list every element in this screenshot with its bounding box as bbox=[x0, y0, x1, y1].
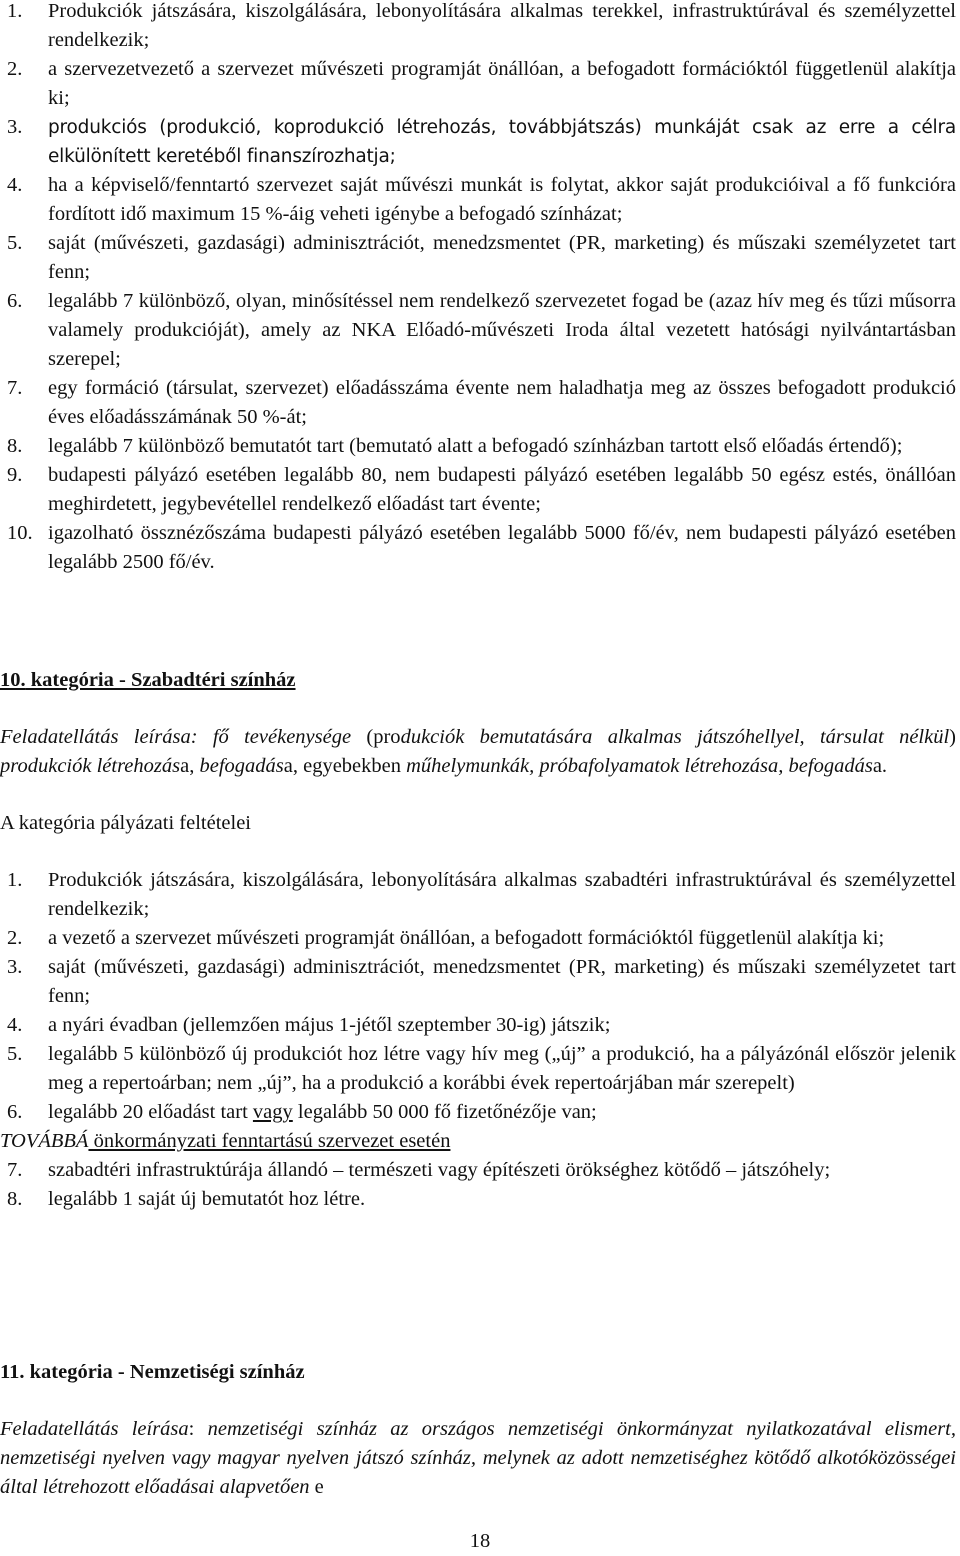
category-10-description bbox=[0, 723, 956, 781]
item-text: produkciós (produkció, koprodukció létrehozás, továbbjátszás) munkáját csak az erre a célra elkülönített keretéből finanszírozhatja; bbox=[48, 117, 956, 167]
category-10-section bbox=[0, 666, 956, 1214]
list-item bbox=[0, 1011, 956, 1040]
item-number: 4. bbox=[7, 1014, 23, 1036]
criteria-list bbox=[0, 0, 956, 577]
description-fragment: (pro bbox=[351, 726, 401, 748]
list-item bbox=[0, 1040, 956, 1098]
list-item bbox=[0, 953, 956, 1011]
list-item bbox=[0, 229, 956, 287]
item-text: legalább 5 különböző új produkciót hoz létre vagy hív meg („új” a produkció, ha a pályázónál először jelenik meg a repertoárban; nem „új”, ha a produkció a korábbi évek repertoárjában már szerepelt) bbox=[48, 1043, 956, 1094]
item-text: legalább 7 különböző bemutatót tart (bemutató alatt a befogadó színházban tartott első előadás értendő); bbox=[48, 435, 903, 457]
item-number: 8. bbox=[7, 1188, 23, 1210]
description-fragment: : bbox=[188, 1418, 208, 1440]
list-item bbox=[0, 924, 956, 953]
list-item bbox=[0, 0, 956, 55]
description-fragment: dukciók bemutatására alkalmas játszóhellyel, társulat nélkül bbox=[400, 726, 950, 748]
item-number: 4. bbox=[7, 174, 23, 196]
item-text: Produkciók játszására, kiszolgálására, lebonyolítására alkalmas terekkel, infrastruktúrával és személyzettel rendelkezik; bbox=[48, 0, 956, 51]
item-number: 3. bbox=[7, 956, 23, 978]
conditions-title: A kategória pályázati feltételei bbox=[0, 812, 251, 834]
tovabba-line: TOVÁBBÁ önkormányzati fenntartású szervezet esetén bbox=[0, 1130, 451, 1152]
item-number: 5. bbox=[7, 232, 23, 254]
item-text: legalább 1 saját új bemutatót hoz létre. bbox=[48, 1188, 366, 1210]
item-text: Produkciók játszására, kiszolgálására, lebonyolítására alkalmas szabadtéri infrastruktúrával és személyzettel rendelkezik; bbox=[48, 869, 956, 920]
description-fragment: e bbox=[309, 1476, 324, 1498]
description-fragment: produkciók létrehozás bbox=[0, 755, 181, 777]
underlined-word: vagy bbox=[252, 1101, 293, 1123]
item-text: ha a képviselő/fenntartó szervezet saját művészi munkát is folytat, akkor saját produkcióival a fő funkcióra fordított idő maximum 15 %-áig veheti igénybe a befogadó színházat; bbox=[48, 174, 956, 225]
list-item bbox=[0, 374, 956, 432]
item-text: saját (művészeti, gazdasági) adminisztrációt, menedzsmentet (PR, marketing) és műszaki személyzetet tart fenn; bbox=[48, 232, 956, 283]
list-item bbox=[0, 432, 956, 461]
list-item: 6. legalább 20 előadást tart vagy legalább 50 000 fő fizetőnézője van; bbox=[0, 1098, 956, 1127]
category-10-heading bbox=[0, 666, 956, 695]
description-fragment: a, egyebekben bbox=[283, 755, 407, 777]
item-text: szabadtéri infrastruktúrája állandó – természeti vagy építészeti örökséghez kötődő – játszóhely; bbox=[48, 1159, 831, 1181]
list-item bbox=[0, 171, 956, 229]
item-number: 5. bbox=[7, 1043, 23, 1065]
description-fragment: a, bbox=[180, 755, 200, 777]
description-fragment: műhelymunkák, próbafolyamatok létrehozása, befogadás bbox=[406, 755, 873, 777]
item-text: a nyári évadban (jellemzően május 1-jétől szeptember 30-ig) játszik; bbox=[48, 1014, 611, 1036]
item-number: 1. bbox=[7, 0, 23, 22]
item-text: a szervezetvezető a szervezet művészeti programját önállóan, a befogadott formációktól függetlenül alakítja ki; bbox=[48, 58, 956, 109]
list-item bbox=[0, 866, 956, 924]
category-11-heading: 11. kategória - Nemzetiségi színház bbox=[0, 1361, 305, 1383]
list-item bbox=[0, 519, 956, 577]
item-text: igazolható össznézőszáma budapesti pályázó esetében legalább 5000 fő/év, nem budapesti pályázó esetében legalább 2500 fő/év. bbox=[48, 522, 956, 573]
item-number: 6. bbox=[7, 1101, 23, 1123]
category-10-heading-text: 10. kategória - Szabadtéri színház bbox=[0, 669, 296, 691]
category-11-section bbox=[0, 1358, 956, 1502]
item-number: 2. bbox=[7, 58, 23, 80]
list-item bbox=[0, 1156, 956, 1185]
category-10-conditions-list bbox=[0, 866, 956, 1098]
page-number: 18 bbox=[469, 1530, 491, 1552]
item-number: 3. bbox=[7, 116, 23, 138]
item-number: 10. bbox=[7, 522, 33, 544]
category-10-conditions-list-b bbox=[0, 1156, 956, 1214]
item-number: 2. bbox=[7, 927, 23, 949]
list-item bbox=[0, 55, 956, 113]
description-fragment: ) bbox=[949, 726, 956, 748]
description-fragment: Feladatellátás leírása bbox=[0, 1418, 189, 1440]
description-fragment: befogadás bbox=[199, 755, 284, 777]
item-number: 7. bbox=[7, 377, 23, 399]
category-10-conditions-list-continued bbox=[0, 1098, 956, 1127]
item-number: 6. bbox=[7, 290, 23, 312]
item-number: 1. bbox=[7, 869, 23, 891]
list-item bbox=[0, 461, 956, 519]
list-item bbox=[0, 287, 956, 374]
description-fragment: Feladatellátás leírása: fő tevékenysége bbox=[0, 726, 352, 748]
description-fragment: a. bbox=[872, 755, 888, 777]
list-item bbox=[0, 113, 956, 171]
list-item bbox=[0, 1185, 956, 1214]
item-text: legalább 7 különböző, olyan, minősítéssel nem rendelkező szervezetet fogad be (azaz hív meg és tűzi műsorra valamely produkcióját), amely az NKA Előadó-művészeti Iroda által vezetett hatósági nyilvántartásban szerepel; bbox=[48, 290, 956, 370]
item-number: 7. bbox=[7, 1159, 23, 1181]
item-number: 9. bbox=[7, 464, 23, 486]
item-text: saját (művészeti, gazdasági) adminisztrációt, menedzsmentet (PR, marketing) és műszaki személyzetet tart fenn; bbox=[48, 956, 956, 1007]
item-number: 8. bbox=[7, 435, 23, 457]
description-fragment: nemzetiségi színház az országos nemzetiségi önkormányzat nyilatkozatával elismert, nemzetiségi nyelven vagy magyar nyelven játszó színház, melynek az adott nemzetiséghez kötődő alkotóközösségei által létrehozott előadásai alapvetően bbox=[0, 1418, 956, 1498]
item-text: budapesti pályázó esetében legalább 80, nem budapesti pályázó esetében legalább 50 egész estés, önállóan meghirdetett, jegybevétellel rendelkező előadást tart évente; bbox=[48, 464, 956, 515]
item-text: egy formáció (társulat, szervezet) előadásszáma évente nem haladhatja meg az összes befogadott produkció éves előadásszámának 50 %-át; bbox=[48, 377, 956, 428]
category-11-description bbox=[0, 1415, 956, 1502]
item-text: a vezető a szervezet művészeti programját önállóan, a befogadott formációktól függetlenül alakítja ki; bbox=[48, 927, 885, 949]
